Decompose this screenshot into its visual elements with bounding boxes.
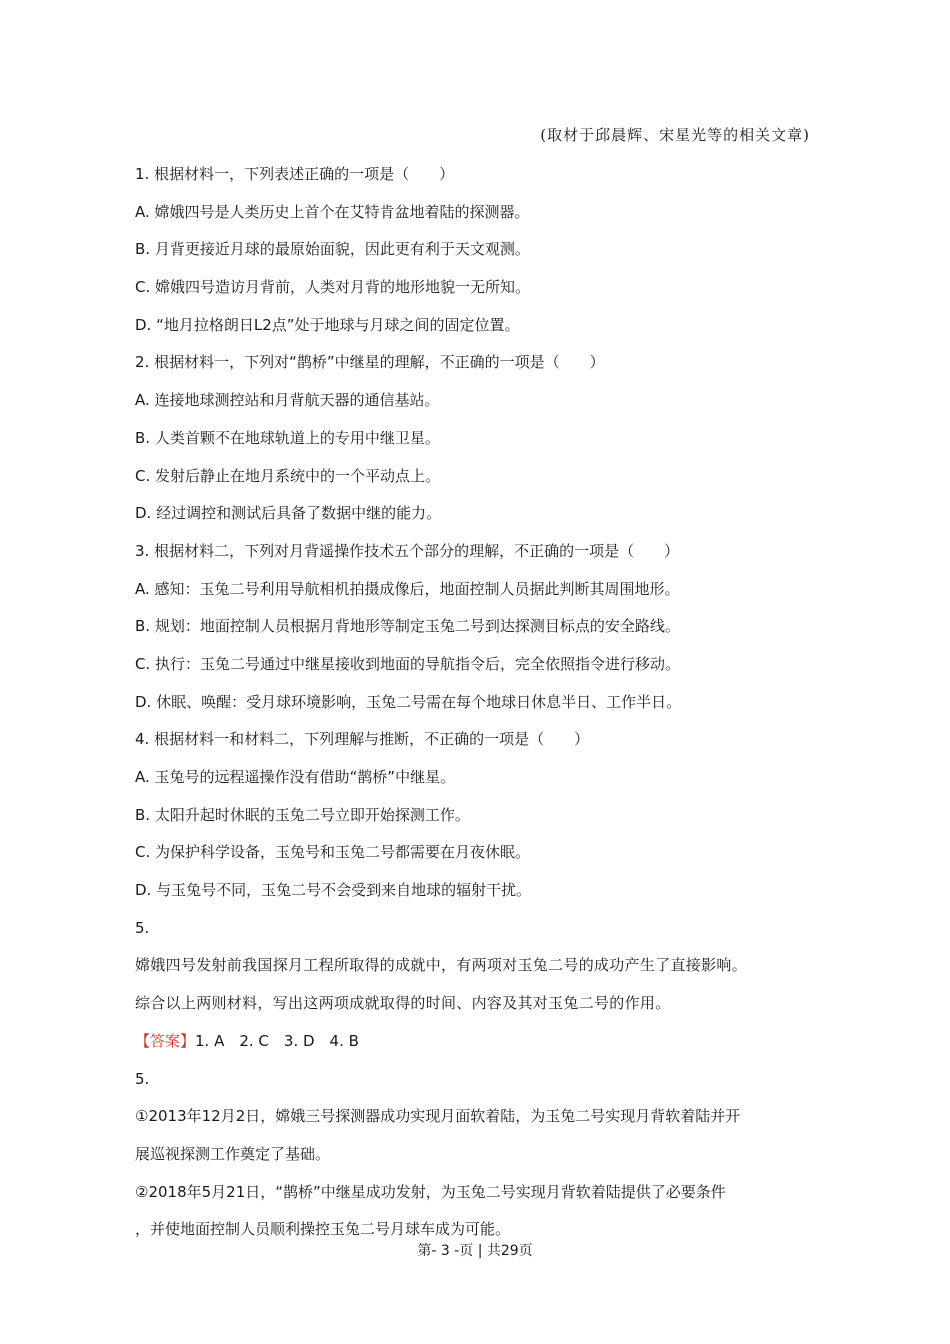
question-2-stem: 2. 根据材料一，下列对“鹊桥”中继星的理解，不正确的一项是（ ） — [135, 353, 605, 372]
question-3-option-d: D. 休眠、唤醒：受月球环境影响，玉兔二号需在每个地球日休息半日、工作半日。 — [135, 692, 682, 711]
source-note: (取材于邱晨辉、宋星光等的相关文章) — [540, 126, 810, 144]
question-3-option-c: C. 执行：玉兔二号通过中继星接收到地面的导航指令后，完全依照指令进行移动。 — [135, 654, 681, 673]
answer-5-line-1: ①2013年12月2日，嫦娥三号探测器成功实现月面软着陆，为玉兔二号实现月背软着陆并开 — [135, 1107, 741, 1126]
question-2-option-a: A. 连接地球测控站和月背航天器的通信基站。 — [135, 391, 440, 410]
answer-5-number: 5. — [135, 1069, 150, 1088]
question-5-text-line-2: 综合以上两则材料，写出这两项成就取得的时间、内容及其对玉兔二号的作用。 — [135, 994, 671, 1013]
question-1-option-b: B. 月背更接近月球的最原始面貌，因此更有利于天文观测。 — [135, 240, 530, 259]
question-3-option-a: A. 感知：玉兔二号利用导航相机拍摄成像后，地面控制人员据此判断其周围地形。 — [135, 579, 680, 598]
question-5-number: 5. — [135, 918, 150, 937]
question-1-option-d: D. “地月拉格朗日L2点”处于地球与月球之间的固定位置。 — [135, 315, 520, 334]
question-1-option-c: C. 嫦娥四号造访月背前，人类对月背的地形地貌一无所知。 — [135, 278, 531, 297]
question-4-option-b: B. 太阳升起时休眠的玉兔二号立即开始探测工作。 — [135, 805, 470, 824]
question-content — [135, 156, 815, 1249]
answer-5-line-2: 展巡视探测工作奠定了基础。 — [135, 1144, 331, 1163]
question-5-text-line-1: 嫦娥四号发射前我国探月工程所取得的成就中，有两项对玉兔二号的成功产生了直接影响。 — [135, 956, 748, 975]
answer-5-line-3: ②2018年5月21日，“鹊桥”中继星成功发射，为玉兔二号实现月背软着陆提供了必要条件 — [135, 1182, 726, 1201]
question-4-option-d: D. 与玉兔号不同，玉兔二号不会受到来自地球的辐射干扰。 — [135, 881, 532, 900]
answer-5-line-4: ，并使地面控制人员顺利操控玉兔二号月球车成为可能。 — [135, 1220, 511, 1239]
question-2-option-c: C. 发射后静止在地月系统中的一个平动点上。 — [135, 466, 441, 485]
answer-row — [135, 1023, 815, 1061]
answer-text: 1. A 2. C 3. D 4. B — [195, 1031, 359, 1050]
question-3-stem: 3. 根据材料二，下列对月背遥操作技术五个部分的理解，不正确的一项是（ ） — [135, 541, 680, 560]
question-3-option-b: B. 规划：地面控制人员根据月背地形等制定玉兔二号到达探测目标点的安全路线。 — [135, 617, 680, 636]
page-number: 第- 3 -页 | 共29页 — [417, 1243, 533, 1259]
question-2-option-d: D. 经过调控和测试后具备了数据中继的能力。 — [135, 504, 442, 523]
question-1-option-a: A. 嫦娥四号是人类历史上首个在艾特肯盆地着陆的探测器。 — [135, 202, 530, 221]
question-4-option-a: A. 玉兔号的远程遥操作没有借助“鹊桥”中继星。 — [135, 768, 456, 786]
question-4-stem: 4. 根据材料一和材料二，下列理解与推断，不正确的一项是（ ） — [135, 730, 590, 749]
question-4-option-c: C. 为保护科学设备，玉兔号和玉兔二号都需要在月夜休眠。 — [135, 843, 531, 862]
answer-tag: 【答案】 — [135, 1031, 196, 1050]
question-2-option-b: B. 人类首颗不在地球轨道上的专用中继卫星。 — [135, 428, 440, 447]
page-footer — [0, 1240, 950, 1260]
question-1-stem: 1. 根据材料一，下列表述正确的一项是（ ） — [135, 165, 455, 183]
